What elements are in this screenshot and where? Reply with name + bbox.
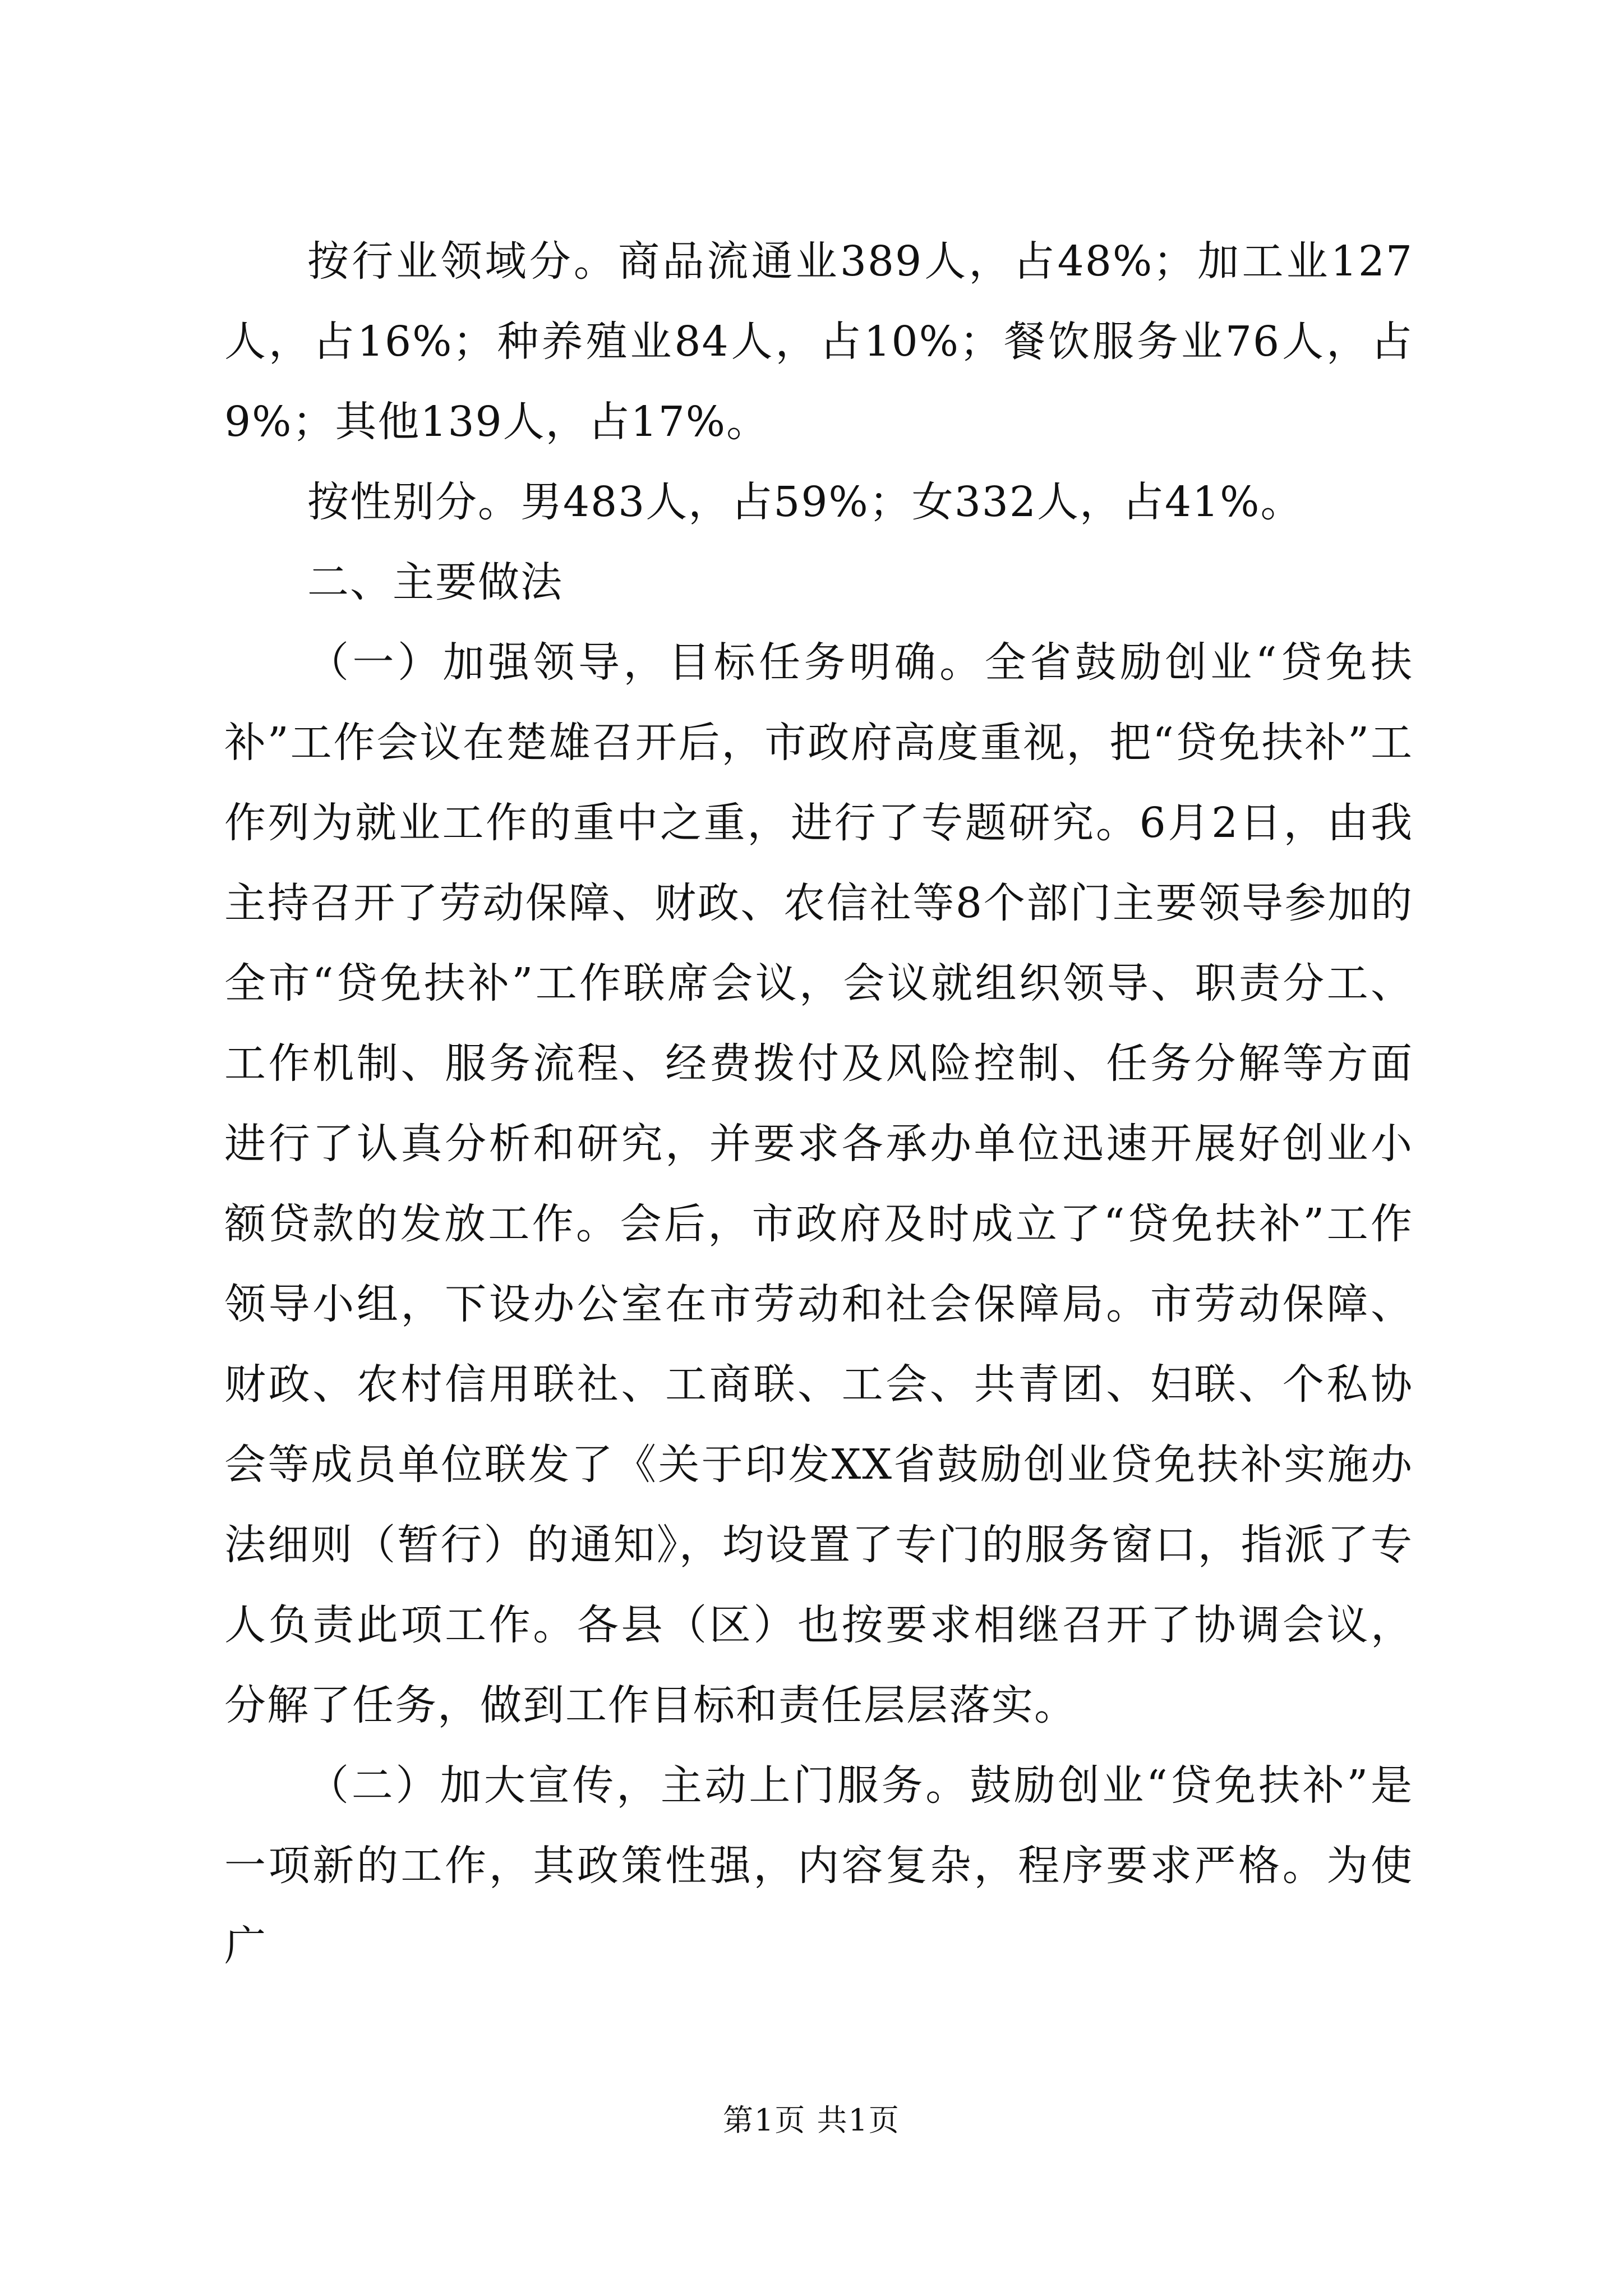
document-body xyxy=(224,222,1413,1986)
paragraph-gender-breakdown: 按性别分。男483人，占59%；女332人，占41%。 xyxy=(307,478,1303,526)
paragraph-publicity: （二）加大宣传，主动上门服务。鼓励创业“贷免扶补”是一项新的工作，其政策性强，内容复杂，程序要求严格。为使广 xyxy=(224,1761,1413,1970)
paragraph-leadership: （一）加强领导，目标任务明确。全省鼓励创业“贷免扶补”工作会议在楚雄召开后，市政府高度重视，把“贷免扶补”工作列为就业工作的重中之重，进行了专题研究。6月2日，由我主持召开了劳动保障、财政、农信社等8个部门主要领导参加的全市“贷免扶补”工作联席会议，会议就组织领导、职责分工、工作机制、服务流程、经费拨付及风险控制、任务分解等方面进行了认真分析和研究，并要求各承办单位迅速开展好创业小额贷款的发放工作。会后，市政府及时成立了“贷免扶补”工作领导小组，下设办公室在市劳动和社会保障局。市劳动保障、财政、农村信用联社、工商联、工会、共青团、妇联、个私协会等成员单位联发了《关于印发XX省鼓励创业贷免扶补实施办法细则（暂行）的通知》，均设置了专门的服务窗口，指派了专人负责此项工作。各县（区）也按要求相继召开了协调会议，分解了任务，做到工作目标和责任层层落实。 xyxy=(224,638,1413,1729)
page-footer: 第1页 共1页 xyxy=(723,2102,900,2138)
section-heading-main-practices: 二、主要做法 xyxy=(307,558,563,606)
paragraph-industry-breakdown: 按行业领域分。商品流通业389人，占48%；加工业127人，占16%；种养殖业84人，占10%；餐饮服务业76人，占9%；其他139人，占17%。 xyxy=(224,237,1413,446)
